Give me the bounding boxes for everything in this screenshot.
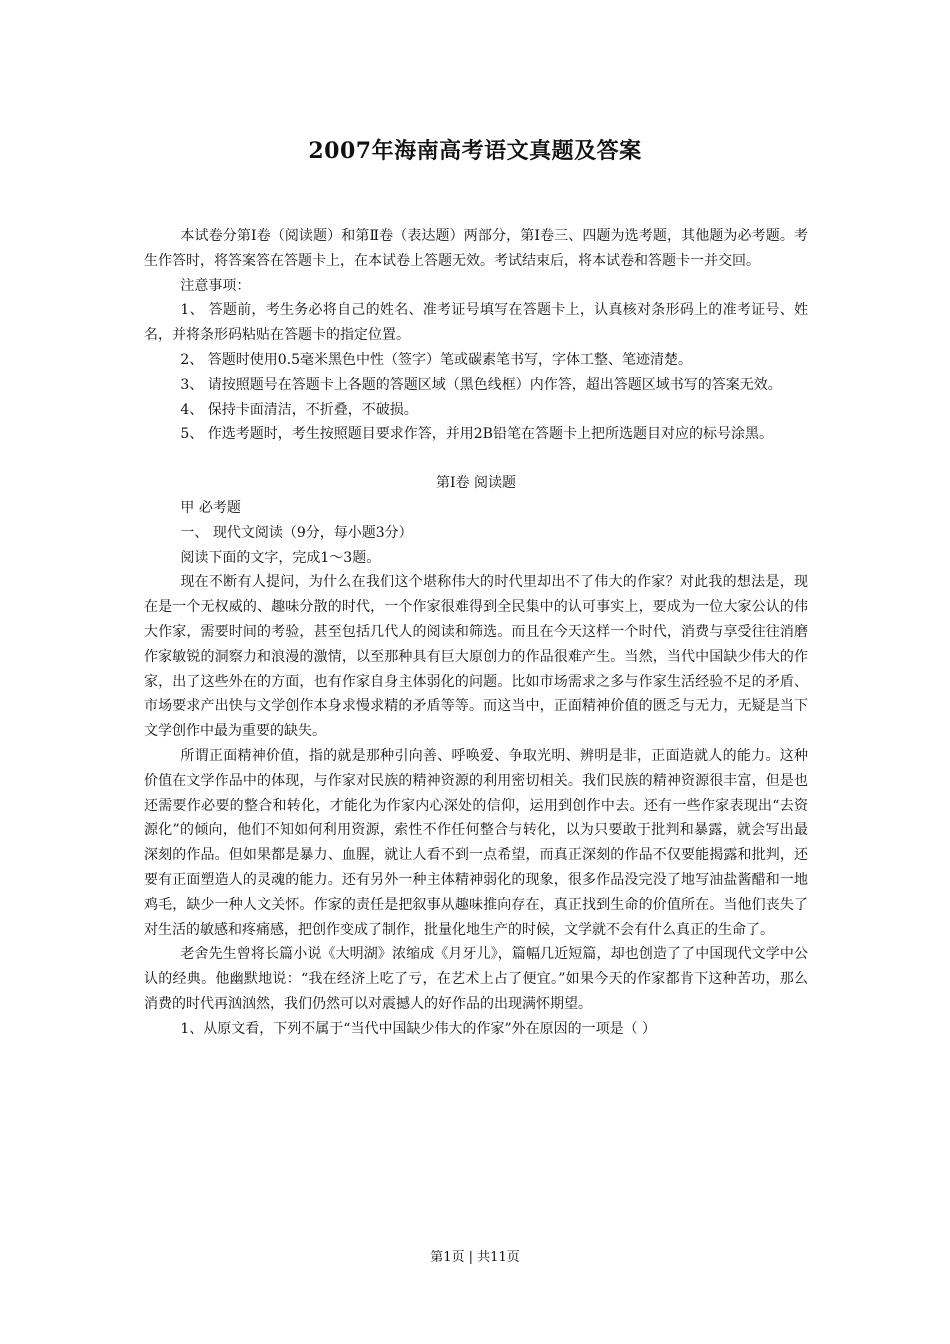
notice-item-1: 1、 答题前，考生务必将自己的姓名、准考证号填写在答题卡上，认真核对条形码上的准考证号、姓名，并将条形码粘贴在答题卡的指定位置。 (144, 302, 808, 344)
reading-paragraph-2: 所谓正面精神价值，指的就是那种引向善、呼唤爱、争取光明、辨明是非，正面造就人的能力。这种价值在文学作品中的体现，与作家对民族的精神资源的利用密切相关。我们民族的精神资源很丰富，但是也还需要作必要的整合和转化，才能化为作家内心深处的信仰，运用到创作中去。还有一些作家表现出“去资源化”的倾向，他们不知如何利用资源，索性不作任何整合与转化，以为只要敢于批判和暴露，就会写出最深刻的作品。但如果都是暴力、血腥，就让人看不到一点希望，而真正深刻的作品不仅要能揭露和批判，还要有正面塑造人的灵魂的能力。还有另外一种主体精神弱化的现象，很多作品没完没了地写油盐酱醋和一地鸡毛，缺少一种人文关怀。作家的责任是把叙事从趣味推向存在，真正找到生命的价值所在。当他们丧失了对生活的敏感和疼痛感，把创作变成了制作，批量化地生产的时候，文学就不会有什么真正的生命了。 (144, 747, 808, 938)
notice-item-5: 5、 作选考题时，考生按照题目要求作答，并用2B铅笔在答题卡上把所选题目对应的标号涂黑。 (180, 426, 773, 443)
question-group-heading: 一、 现代文阅读（9分，每小题3分） (180, 524, 413, 541)
page-footer: 第1页 | 共11页 (430, 1250, 520, 1265)
document-body (144, 224, 808, 1042)
intro-paragraph: 本试卷分第Ⅰ卷（阅读题）和第Ⅱ卷（表达题）两部分，第Ⅰ卷三、四题为选考题，其他题为必考题。考生作答时，将答案答在答题卡上，在本试卷上答题无效。考试结束后，将本试卷和答题卡一并交回。 (144, 228, 808, 269)
notice-item-4: 4、 保持卡面清洁，不折叠，不破损。 (180, 401, 418, 418)
question-1: 1、从原文看，下列不属于“当代中国缺少伟大的作家”外在原因的一项是（ ） (180, 1020, 657, 1037)
document-title: 2007年海南高考语文真题及答案 (308, 138, 642, 164)
reading-instruction: 阅读下面的文字，完成1～3题。 (180, 549, 381, 566)
part-label: 甲 必考题 (180, 499, 241, 516)
notice-heading: 注意事项： (180, 277, 251, 294)
reading-paragraph-3: 老舍先生曾将长篇小说《大明湖》浓缩成《月牙儿》，篇幅几近短篇，却也创造了了中国现代文学中公认的经典。他幽默地说：“我在经济上吃了亏，在艺术上占了便宜。”如果今天的作家都肯下这种苦功，那么消费的时代再汹汹然，我们仍然可以对震撼人的好作品的出现满怀期望。 (144, 946, 808, 1012)
reading-paragraph-1: 现在不断有人提问，为什么在我们这个堪称伟大的时代里却出不了伟大的作家？对此我的想法是，现在是一个无权威的、趣味分散的时代，一个作家很难得到全民集中的认可事实上，要成为一位大家公认的伟大作家，需要时间的考验，甚至包括几代人的阅读和筛选。而且在今天这样一个时代，消费与享受往往消磨作家敏锐的洞察力和浪漫的激情，以至那种具有巨大原创力的作品很难产生。当然，当代中国缺少伟大的作家，出了这些外在的方面，也有作家自身主体弱化的问题。比如市场需求之多与作家生活经验不足的矛盾、市场要求产出快与文学创作本身求慢求精的矛盾等等。而这当中，正面精神价值的匮乏与无力，无疑是当下文学创作中最为重要的缺失。 (144, 574, 808, 740)
notice-item-3: 3、 请按照题号在答题卡上各题的答题区域（黑色线框）内作答，超出答题区域书写的答案无效。 (180, 376, 782, 393)
section-title: 第Ⅰ卷 阅读题 (436, 475, 516, 492)
notice-item-2: 2、 答题时使用0.5毫米黑色中性（签字）笔或碳素笔书写，字体工整、笔迹清楚。 (180, 351, 693, 368)
